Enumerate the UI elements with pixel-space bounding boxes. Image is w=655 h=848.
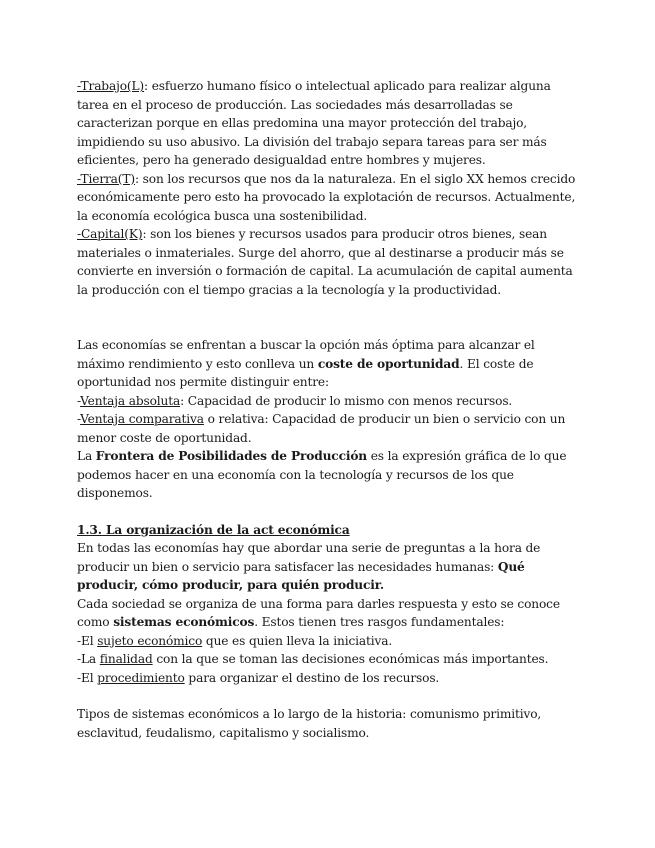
- intro-text-b: . El coste de oportunidad nos permite distinguir entre:: [77, 356, 534, 389]
- sistemas-text-a: Cada sociedad se organiza de una forma para darles respuesta y esto se conoce como: [77, 596, 560, 629]
- sistemas-text-b: . Estos tienen tres rasgos fundamentales:: [254, 615, 505, 629]
- sujeto-text: que es quien lleva la iniciativa.: [202, 633, 393, 648]
- term-procedimiento: procedimiento: [97, 670, 185, 685]
- spacer: [77, 503, 582, 521]
- paragraph-capital: [77, 225, 582, 299]
- list-item-sujeto: [77, 632, 582, 651]
- coste-oportunidad-bold: coste de oportunidad: [317, 356, 460, 371]
- paragraph-ventaja-absoluta: [77, 392, 582, 411]
- paragraph-tierra: [77, 170, 582, 226]
- definition-tierra: : son los recursos que nos da la naturaleza. En el siglo XX hemos crecido económicamente pero esto ha provocado la explotación de recursos. Actualmente, la economía ecológica busca una sostenibilidad.: [77, 171, 576, 223]
- finalidad-text: con la que se toman las decisiones económicas más importantes.: [152, 652, 549, 666]
- paragraph-preguntas: [77, 539, 582, 595]
- term-capital: -Capital(K): [77, 227, 143, 241]
- absoluta-prefix: -: [77, 393, 81, 408]
- frontera-text-b: es la expresión gráfica de lo que podemos hacer en una economía con la tecnología y recursos de los que disponemos.: [77, 449, 567, 500]
- term-trabajo: -Trabajo(L): [77, 79, 145, 93]
- finalidad-prefix: -La: [77, 652, 100, 666]
- paragraph-frontera: [77, 447, 582, 503]
- definition-trabajo: : esfuerzo humano físico o intelectual aplicado para realizar alguna tarea en el proceso de producción. Las sociedades más desarrolladas se caracterizan porque en ellas predomina una mayor protección del trabajo, impidiendo su uso abusivo. La división del trabajo separa tareas para ser más eficientes, pero ha generado desigualdad entre hombres y mujeres.: [77, 79, 551, 167]
- definition-ventaja-comparativa: o relativa: Capacidad de producir un bien o servicio con un menor coste de oportunidad.: [77, 412, 566, 445]
- preguntas-text: En todas las economías hay que abordar una serie de preguntas a la hora de producir un bien o servicio para satisfacer las necesidades humanas:: [77, 541, 541, 574]
- paragraph-sistemas: [77, 595, 582, 632]
- section-heading: 1.3. La organización de la act económica: [77, 522, 350, 537]
- term-ventaja-absoluta: Ventaja absoluta: [80, 393, 181, 408]
- intro-text-a: Las economías se enfrentan a buscar la opción más óptima para alcanzar el máximo rendimiento y esto conlleva un: [77, 338, 535, 371]
- term-finalidad: finalidad: [99, 652, 153, 666]
- procedimiento-prefix: -El: [77, 670, 98, 685]
- term-ventaja-comparativa: Ventaja comparativa: [80, 412, 204, 426]
- term-tierra: -Tierra(T): [77, 171, 135, 186]
- spacer: [77, 687, 582, 705]
- document-page: [77, 77, 582, 742]
- frontera-text-a: La: [77, 449, 96, 463]
- list-item-procedimiento: [77, 669, 582, 688]
- comparativa-prefix: -: [77, 412, 81, 426]
- spacer: [77, 299, 582, 336]
- procedimiento-text: para organizar el destino de los recursos.: [184, 670, 440, 685]
- definition-capital: : son los bienes y recursos usados para producir otros bienes, sean materiales o inmateriales. Surge del ahorro, que al destinarse a producir más se convierte en inversión o formación de capital. La acumulación de capital aumenta la producción con el tiempo gracias a la tecnología y la productividad.: [77, 227, 573, 297]
- definition-ventaja-absoluta: : Capacidad de producir lo mismo con menos recursos.: [180, 393, 513, 408]
- preguntas-bold: Qué producir, cómo producir, para quién producir.: [77, 559, 525, 592]
- sujeto-prefix: -El: [77, 633, 98, 648]
- paragraph-opportunity-intro: [77, 336, 582, 392]
- paragraph-tipos: Tipos de sistemas económicos a lo largo de la historia: comunismo primitivo, esclavitud, feudalismo, capitalismo y socialismo.: [77, 707, 542, 740]
- frontera-bold: Frontera de Posibilidades de Producción: [95, 449, 368, 463]
- term-sujeto-economico: sujeto económico: [97, 633, 203, 648]
- paragraph-ventaja-comparativa: [77, 410, 582, 447]
- list-item-finalidad: [77, 650, 582, 669]
- sistemas-bold: sistemas económicos: [113, 615, 255, 629]
- paragraph-trabajo: [77, 77, 582, 170]
